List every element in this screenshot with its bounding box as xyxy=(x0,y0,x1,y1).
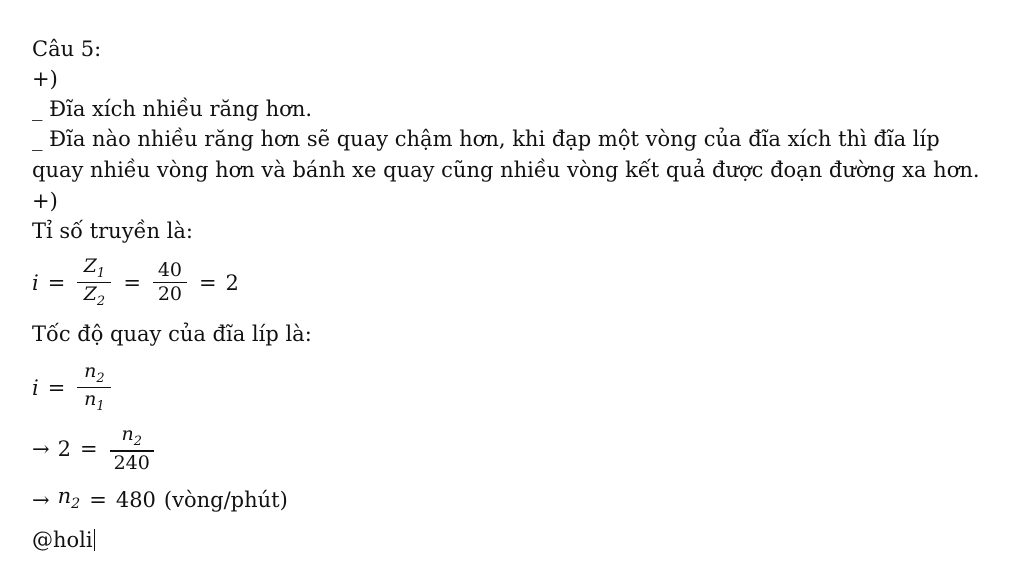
equation-1-denominator-20: 20 xyxy=(157,283,183,306)
equation-4-unit: (vòng/phút) xyxy=(163,488,288,513)
equation-transmission-ratio xyxy=(32,256,994,309)
signature-line xyxy=(32,525,994,555)
equation-1-lhs: i xyxy=(32,270,39,295)
speed-label: Tốc độ quay của đĩa líp là: xyxy=(32,322,312,347)
equation-3-numerator-n2: $n_2$ xyxy=(121,423,142,449)
answer-point-2: _ Đĩa nào nhiều răng hơn sẽ quay chậm hơn, khi đạp một vòng của đĩa xích thì đĩa líp quay nhiều vòng hơn và bánh xe quay cũng nhiều vòng kết quả được đoạn đường xa hơn. xyxy=(32,127,980,182)
equation-3-equals: = xyxy=(79,436,98,461)
transmission-ratio-label: Tỉ số truyền là: xyxy=(32,219,193,243)
equation-1-numerator-40: 40 xyxy=(157,259,183,282)
equation-4-lhs: $n_2$ xyxy=(57,484,81,513)
question-heading: Câu 5: xyxy=(32,37,102,61)
equation-3-denominator-240: 240 xyxy=(113,451,150,474)
equation-1-fraction-numbers xyxy=(153,260,187,305)
equation-substitution xyxy=(32,424,994,473)
equation-1-result: 2 xyxy=(225,270,239,295)
equation-1-equals-2: = xyxy=(123,270,141,295)
bullet-marker-1: +) xyxy=(32,67,58,91)
equation-2-equals: = xyxy=(47,375,66,400)
equation-speed-ratio xyxy=(32,361,994,414)
equation-3-lhs: 2 xyxy=(57,436,71,461)
equation-2-denominator-n1: $n_1$ xyxy=(84,388,105,415)
equation-4-arrow: → xyxy=(32,488,50,513)
equation-3-arrow: → xyxy=(32,436,50,461)
equation-2-numerator-n2: $n_2$ xyxy=(84,360,105,386)
answer-point-1: _ Đĩa xích nhiều răng hơn. xyxy=(32,97,313,121)
equation-2-lhs: i xyxy=(32,375,39,400)
equation-4-equals: = xyxy=(89,488,107,513)
equation-1-equals-3: = xyxy=(198,270,217,295)
signature-text: @holi xyxy=(32,528,93,553)
equation-2-fraction-n xyxy=(77,361,111,414)
equation-1-denominator-z2: $Z_2$ xyxy=(83,283,106,310)
equation-1-fraction-z xyxy=(77,256,111,309)
equation-4-value: 480 xyxy=(115,488,156,513)
equation-result xyxy=(32,481,994,519)
equation-3-fraction xyxy=(110,424,154,473)
equation-1-equals-1: = xyxy=(47,270,66,295)
bullet-marker-2: +) xyxy=(32,189,58,213)
text-cursor xyxy=(94,529,96,551)
equation-1-numerator-z1: $Z_1$ xyxy=(83,255,106,281)
